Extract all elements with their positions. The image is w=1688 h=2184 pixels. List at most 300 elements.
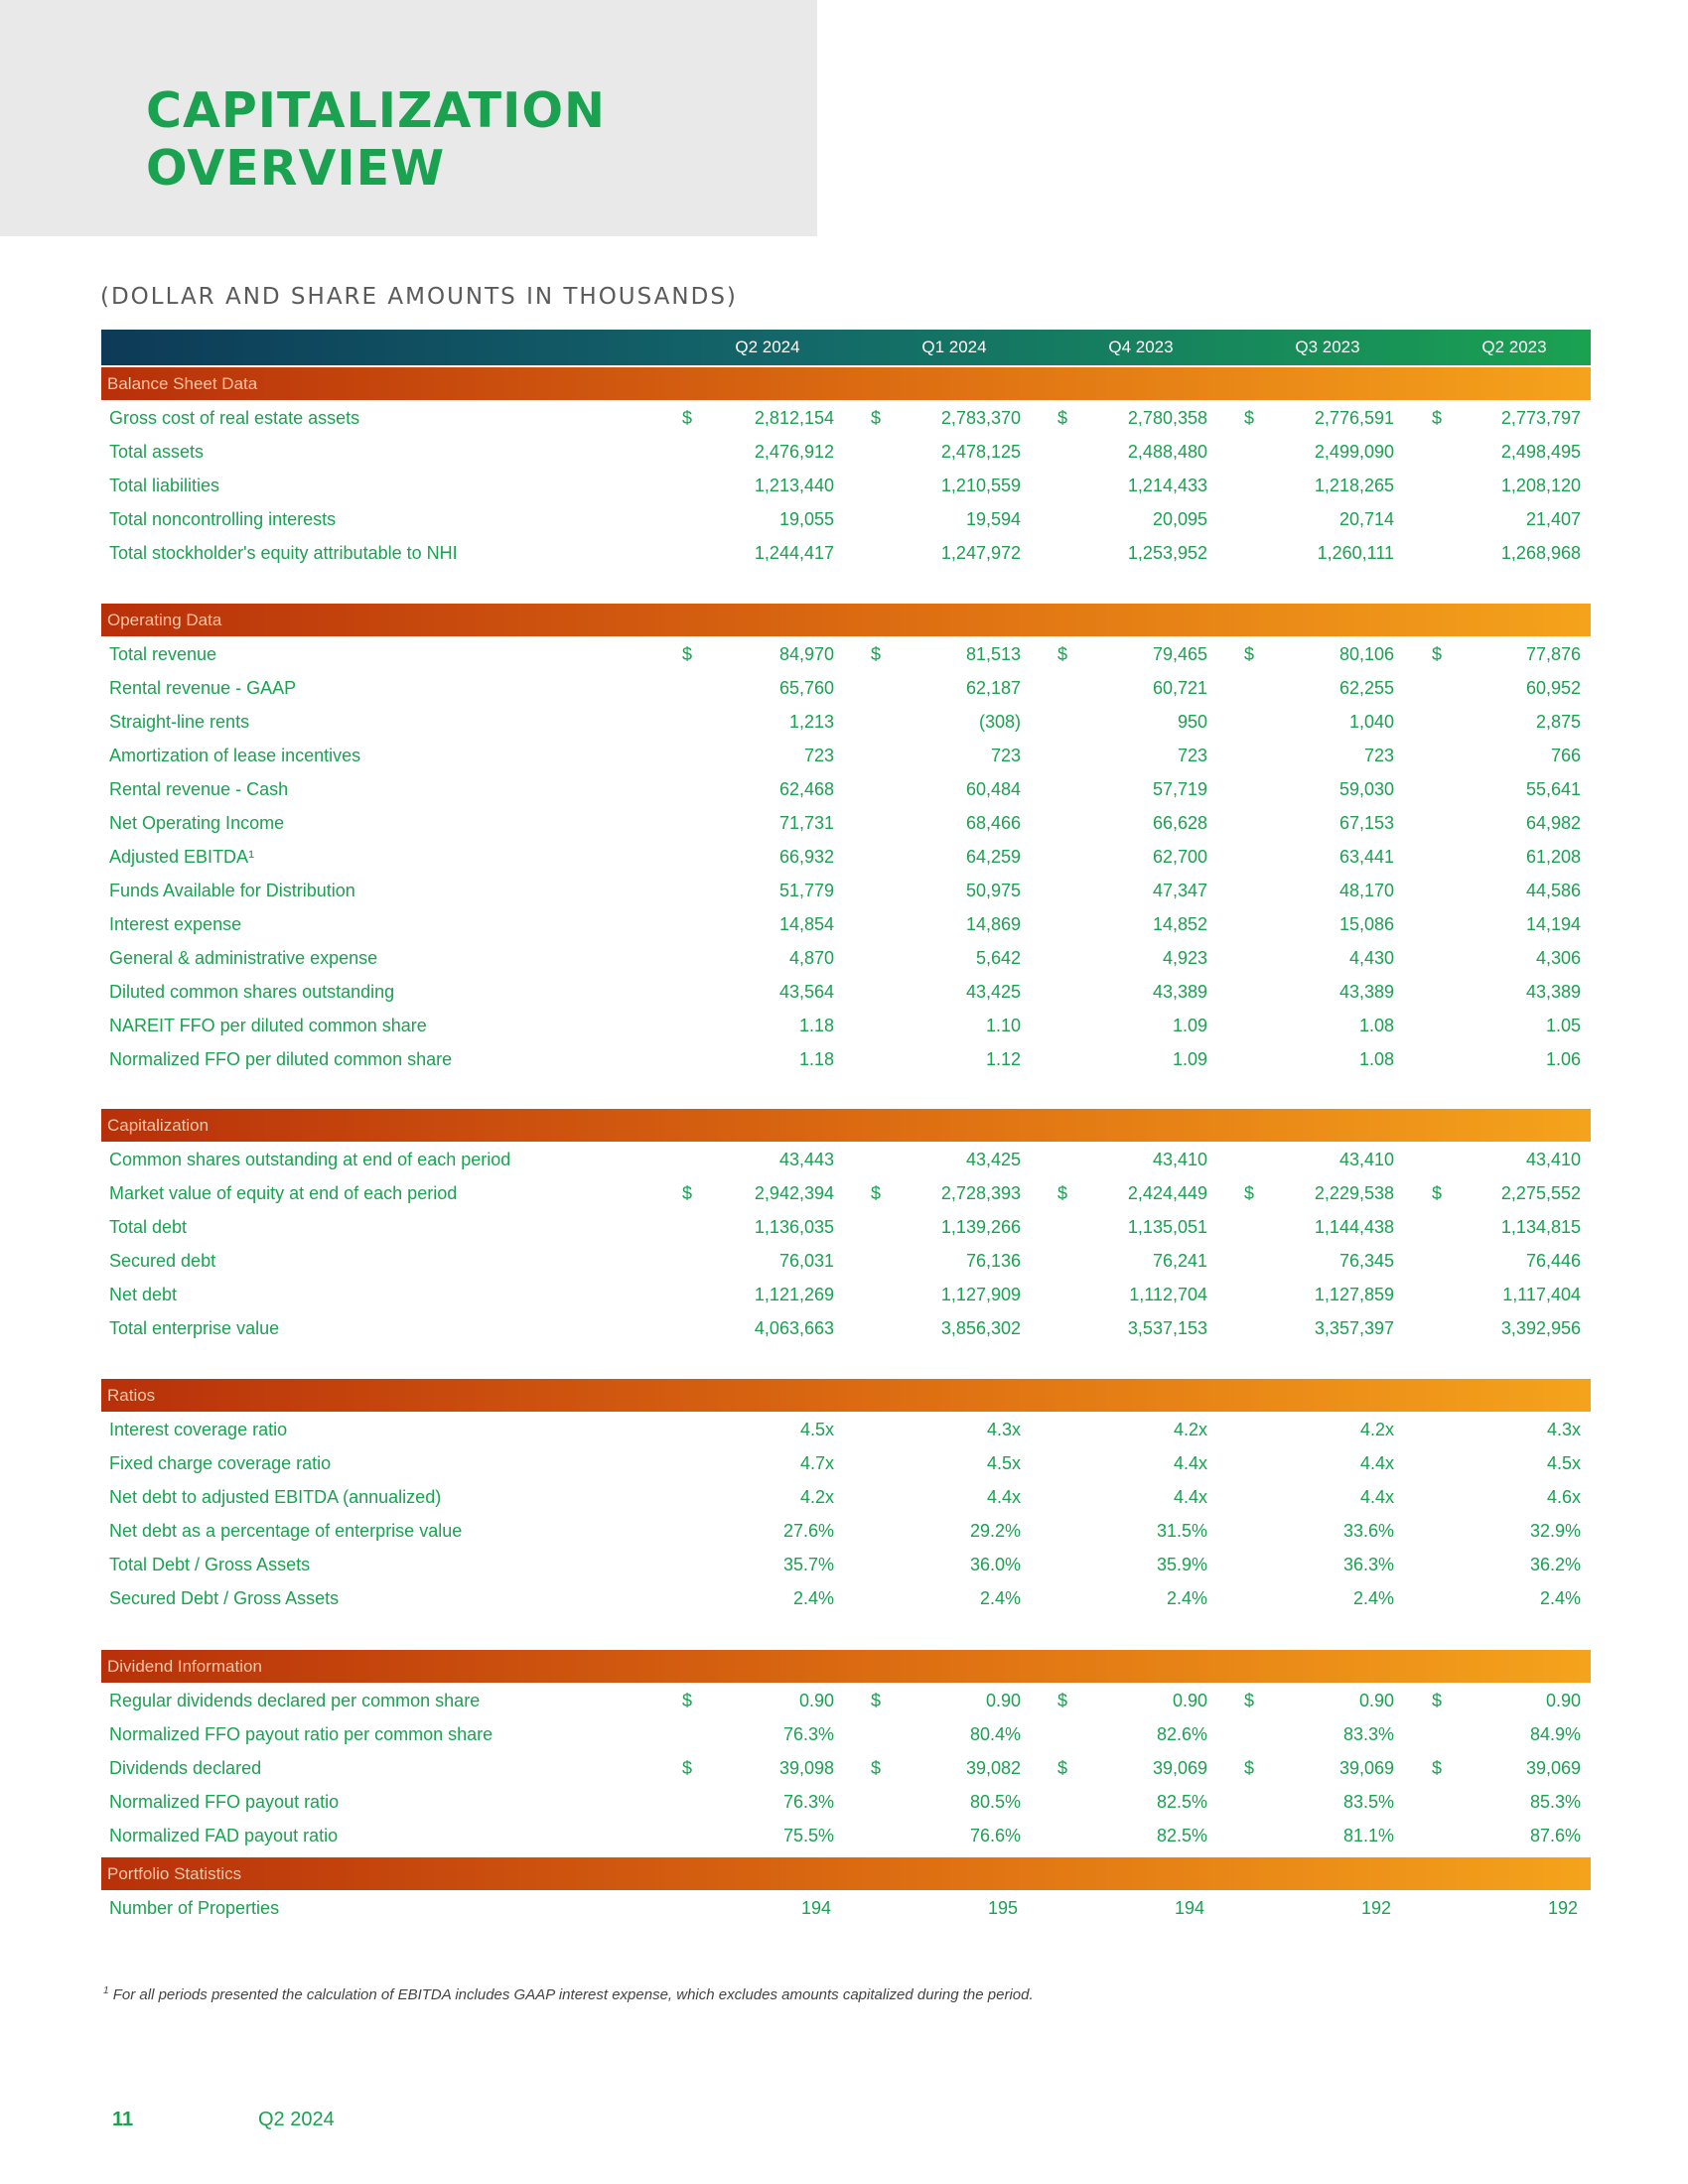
section-title: Operating Data xyxy=(107,611,222,629)
row-label: Rental revenue - Cash xyxy=(109,779,289,799)
table-cell: 1.10 xyxy=(985,1016,1021,1035)
table-cell: 60,952 xyxy=(1525,678,1581,698)
table-row xyxy=(101,806,1591,840)
table-cell: 0.90 xyxy=(798,1691,834,1710)
table-cell: 1.09 xyxy=(1172,1016,1207,1035)
table-cell: 50,975 xyxy=(965,881,1021,900)
table-cell: 1,213,440 xyxy=(754,476,834,495)
table-row xyxy=(101,907,1591,941)
table-cell: 80,106 xyxy=(1338,644,1394,664)
table-cell: 14,869 xyxy=(965,914,1021,934)
column-header-bar xyxy=(101,330,1591,365)
table-cell: 21,407 xyxy=(1525,509,1581,529)
table-cell: 82.5% xyxy=(1156,1826,1207,1845)
table-cell: 1.18 xyxy=(798,1049,834,1069)
table-cell: 1.08 xyxy=(1358,1016,1394,1035)
table-cell: 194 xyxy=(800,1898,832,1918)
dollar-sign: $ xyxy=(871,408,882,428)
table-cell: 39,082 xyxy=(965,1758,1021,1778)
table-cell: 66,932 xyxy=(778,847,834,867)
table-cell: 76.3% xyxy=(782,1724,834,1744)
table-cell: 4.2x xyxy=(1359,1420,1394,1439)
table-cell: 723 xyxy=(803,746,834,765)
table-cell: 20,095 xyxy=(1152,509,1207,529)
table-cell: 84,970 xyxy=(778,644,834,664)
table-cell: 20,714 xyxy=(1338,509,1394,529)
dollar-sign: $ xyxy=(1057,644,1068,664)
table-cell: 14,854 xyxy=(778,914,834,934)
table-cell: 1,218,265 xyxy=(1314,476,1394,495)
table-row xyxy=(101,840,1591,874)
row-label: General & administrative expense xyxy=(109,948,378,968)
table-cell: 1,244,417 xyxy=(754,543,834,563)
table-row xyxy=(101,1684,1591,1717)
row-label: Secured debt xyxy=(109,1251,216,1271)
table-row xyxy=(101,1009,1591,1042)
table-row xyxy=(101,1210,1591,1244)
section-title: Ratios xyxy=(107,1386,156,1405)
row-label: Net debt as a percentage of enterprise value xyxy=(109,1521,463,1541)
table-cell: 3,856,302 xyxy=(940,1318,1021,1338)
table-cell: 1,144,438 xyxy=(1314,1217,1394,1237)
table-cell: 1,134,815 xyxy=(1500,1217,1581,1237)
table-cell: 2,275,552 xyxy=(1500,1183,1581,1203)
table-row xyxy=(101,1891,1591,1925)
table-cell: 76.3% xyxy=(782,1792,834,1812)
table-row xyxy=(101,1819,1591,1852)
table-cell: 2,780,358 xyxy=(1127,408,1207,428)
table-cell: 723 xyxy=(990,746,1021,765)
table-cell: 4.4x xyxy=(1359,1453,1394,1473)
table-cell: 4,430 xyxy=(1348,948,1394,968)
dollar-sign: $ xyxy=(1244,1183,1255,1203)
table-row xyxy=(101,536,1591,570)
table-cell: 14,852 xyxy=(1152,914,1207,934)
table-cell: 1,210,559 xyxy=(940,476,1021,495)
dollar-sign: $ xyxy=(871,644,882,664)
table-cell: 2,812,154 xyxy=(754,408,834,428)
table-cell: 1,117,404 xyxy=(1502,1285,1581,1304)
table-cell: 4.4x xyxy=(1359,1487,1394,1507)
dollar-sign: $ xyxy=(1432,1758,1443,1778)
table-cell: 68,466 xyxy=(965,813,1021,833)
table-cell: 192 xyxy=(1547,1898,1579,1918)
table-row xyxy=(101,975,1591,1009)
table-row xyxy=(101,1751,1591,1785)
dollar-sign: $ xyxy=(1057,1183,1068,1203)
table-cell: 57,719 xyxy=(1152,779,1207,799)
table-cell: 44,586 xyxy=(1525,881,1581,900)
row-label: Adjusted EBITDA¹ xyxy=(109,847,255,867)
table-cell: (308) xyxy=(978,712,1021,732)
title-panel xyxy=(0,0,817,236)
dollar-sign: $ xyxy=(1244,408,1255,428)
footnote-text: For all periods presented the calculation of EBITDA includes GAAP interest expense, which excludes amounts capitalized during the period. xyxy=(112,1986,1034,2003)
table-cell: 723 xyxy=(1363,746,1394,765)
table-row xyxy=(101,1042,1591,1076)
row-label: Normalized FFO payout ratio per common share xyxy=(109,1724,493,1744)
table-cell: 2.4% xyxy=(979,1588,1021,1608)
dollar-sign: $ xyxy=(1057,1758,1068,1778)
table-row xyxy=(101,1717,1591,1751)
table-cell: 62,700 xyxy=(1152,847,1207,867)
row-label: Gross cost of real estate assets xyxy=(109,408,360,428)
table-cell: 60,721 xyxy=(1152,678,1207,698)
table-cell: 4,063,663 xyxy=(754,1318,834,1338)
table-cell: 32.9% xyxy=(1529,1521,1581,1541)
table-row xyxy=(101,401,1591,435)
table-cell: 35.7% xyxy=(782,1555,834,1574)
table-cell: 1,253,952 xyxy=(1127,543,1207,563)
table-cell: 43,410 xyxy=(1525,1150,1581,1169)
table-cell: 71,731 xyxy=(778,813,834,833)
table-cell: 79,465 xyxy=(1152,644,1207,664)
table-cell: 1,112,704 xyxy=(1129,1285,1207,1304)
footer-period: Q2 2024 xyxy=(258,2109,335,2130)
table-cell: 64,982 xyxy=(1525,813,1581,833)
table-cell: 62,187 xyxy=(965,678,1021,698)
table-cell: 36.2% xyxy=(1529,1555,1581,1574)
section-header xyxy=(101,604,1591,636)
table-cell: 81,513 xyxy=(965,644,1021,664)
table-cell: 4.2x xyxy=(799,1487,834,1507)
table-cell: 87.6% xyxy=(1529,1826,1581,1845)
row-label: Diluted common shares outstanding xyxy=(109,982,395,1002)
table-cell: 39,069 xyxy=(1525,1758,1581,1778)
section-header xyxy=(101,1109,1591,1142)
table-cell: 1.09 xyxy=(1172,1049,1207,1069)
row-label: Total liabilities xyxy=(109,476,220,495)
table-cell: 19,594 xyxy=(965,509,1021,529)
table-cell: 76.6% xyxy=(969,1826,1021,1845)
table-cell: 2,875 xyxy=(1535,712,1581,732)
table-cell: 2,478,125 xyxy=(940,442,1021,462)
table-cell: 0.90 xyxy=(1545,1691,1581,1710)
table-cell: 2,488,480 xyxy=(1127,442,1207,462)
row-label: Total revenue xyxy=(109,644,217,664)
table-cell: 2,776,591 xyxy=(1314,408,1394,428)
table-cell: 192 xyxy=(1360,1898,1392,1918)
table-row xyxy=(101,1176,1591,1210)
table-row xyxy=(101,1446,1591,1480)
dollar-sign: $ xyxy=(682,408,693,428)
row-label: Normalized FFO per diluted common share xyxy=(109,1049,453,1069)
table-cell: 0.90 xyxy=(1172,1691,1207,1710)
table-cell: 1,208,120 xyxy=(1500,476,1581,495)
row-label: NAREIT FFO per diluted common share xyxy=(109,1016,427,1035)
table-cell: 4,870 xyxy=(788,948,834,968)
table-cell: 2.4% xyxy=(1352,1588,1394,1608)
table-row xyxy=(101,705,1591,739)
table-row xyxy=(101,1785,1591,1819)
table-cell: 1,214,433 xyxy=(1127,476,1207,495)
dollar-sign: $ xyxy=(871,1758,882,1778)
dollar-sign: $ xyxy=(1244,1691,1255,1710)
section-title: Portfolio Statistics xyxy=(107,1864,242,1883)
table-row xyxy=(101,772,1591,806)
table-cell: 1,268,968 xyxy=(1500,543,1581,563)
row-label: Number of Properties xyxy=(109,1898,280,1918)
dollar-sign: $ xyxy=(682,644,693,664)
table-cell: 83.5% xyxy=(1342,1792,1394,1812)
row-label: Net Operating Income xyxy=(109,813,285,833)
row-label: Normalized FAD payout ratio xyxy=(109,1826,339,1845)
row-label: Total enterprise value xyxy=(109,1318,280,1338)
table-cell: 1,139,266 xyxy=(940,1217,1021,1237)
table-row xyxy=(101,874,1591,907)
table-cell: 39,069 xyxy=(1152,1758,1207,1778)
table-cell: 80.4% xyxy=(969,1724,1021,1744)
table-cell: 1,127,909 xyxy=(940,1285,1021,1304)
table-cell: 80.5% xyxy=(969,1792,1021,1812)
table-cell: 19,055 xyxy=(778,509,834,529)
table-cell: 85.3% xyxy=(1529,1792,1581,1812)
table-cell: 35.9% xyxy=(1156,1555,1207,1574)
page-title-line-2: OVERVIEW xyxy=(146,140,446,197)
row-label: Rental revenue - GAAP xyxy=(109,678,297,698)
table-cell: 43,389 xyxy=(1338,982,1394,1002)
table-row xyxy=(101,1581,1591,1615)
table-row xyxy=(101,1514,1591,1548)
table-cell: 4.4x xyxy=(986,1487,1021,1507)
table-row xyxy=(101,1244,1591,1278)
table-cell: 43,410 xyxy=(1338,1150,1394,1169)
table-cell: 1,260,111 xyxy=(1317,543,1394,563)
table-cell: 950 xyxy=(1177,712,1207,732)
table-cell: 2.4% xyxy=(1539,1588,1581,1608)
table-cell: 3,392,956 xyxy=(1500,1318,1581,1338)
table-cell: 723 xyxy=(1177,746,1207,765)
table-cell: 36.3% xyxy=(1342,1555,1394,1574)
dollar-sign: $ xyxy=(1432,408,1443,428)
table-cell: 4.4x xyxy=(1173,1453,1207,1473)
row-label: Straight-line rents xyxy=(109,712,250,732)
table-cell: 4.2x xyxy=(1173,1420,1207,1439)
table-cell: 2,783,370 xyxy=(940,408,1021,428)
table-cell: 43,564 xyxy=(778,982,834,1002)
row-label: Normalized FFO payout ratio xyxy=(109,1792,340,1812)
table-cell: 2.4% xyxy=(792,1588,834,1608)
table-cell: 2,476,912 xyxy=(754,442,834,462)
table-cell: 2,773,797 xyxy=(1500,408,1581,428)
table-cell: 1.18 xyxy=(798,1016,834,1035)
table-cell: 2,499,090 xyxy=(1314,442,1394,462)
table-cell: 81.1% xyxy=(1342,1826,1394,1845)
table-cell: 4.7x xyxy=(799,1453,834,1473)
table-cell: 66,628 xyxy=(1152,813,1207,833)
table-cell: 76,241 xyxy=(1152,1251,1207,1271)
table-cell: 1,040 xyxy=(1348,712,1394,732)
table-cell: 55,641 xyxy=(1525,779,1581,799)
table-cell: 43,389 xyxy=(1525,982,1581,1002)
table-row xyxy=(101,1480,1591,1514)
table-cell: 64,259 xyxy=(965,847,1021,867)
footnote xyxy=(103,1985,1034,2003)
table-cell: 1.08 xyxy=(1358,1049,1394,1069)
table-cell: 43,425 xyxy=(965,982,1021,1002)
table-cell: 4.3x xyxy=(1546,1420,1581,1439)
table-cell: 5,642 xyxy=(975,948,1021,968)
table-cell: 1.06 xyxy=(1545,1049,1581,1069)
column-header: Q2 2024 xyxy=(735,338,800,356)
table-cell: 76,031 xyxy=(778,1251,834,1271)
page-number: 11 xyxy=(112,2109,134,2130)
table-cell: 65,760 xyxy=(778,678,834,698)
row-label: Interest expense xyxy=(109,914,242,934)
table-row xyxy=(101,941,1591,975)
dollar-sign: $ xyxy=(1244,1758,1255,1778)
table-cell: 1,213 xyxy=(788,712,834,732)
dollar-sign: $ xyxy=(682,1183,693,1203)
table-cell: 2,229,538 xyxy=(1314,1183,1394,1203)
table-cell: 0.90 xyxy=(985,1691,1021,1710)
table-cell: 84.9% xyxy=(1529,1724,1581,1744)
table-cell: 51,779 xyxy=(778,881,834,900)
table-cell: 1,127,859 xyxy=(1314,1285,1394,1304)
table-row xyxy=(101,1143,1591,1176)
row-label: Fixed charge coverage ratio xyxy=(109,1453,332,1473)
section-header xyxy=(101,1379,1591,1412)
row-label: Amortization of lease incentives xyxy=(109,746,361,765)
table-cell: 14,194 xyxy=(1525,914,1581,934)
section-title: Balance Sheet Data xyxy=(107,374,258,393)
row-label: Total debt xyxy=(109,1217,188,1237)
table-cell: 61,208 xyxy=(1525,847,1581,867)
column-header: Q2 2023 xyxy=(1481,338,1547,356)
table-cell: 76,136 xyxy=(965,1251,1021,1271)
table-cell: 1.12 xyxy=(985,1049,1021,1069)
table-cell: 1,247,972 xyxy=(940,543,1021,563)
dollar-sign: $ xyxy=(1057,408,1068,428)
column-header: Q3 2023 xyxy=(1295,338,1360,356)
units-subtitle: (DOLLAR AND SHARE AMOUNTS IN THOUSANDS) xyxy=(100,284,738,310)
table-cell: 43,425 xyxy=(965,1150,1021,1169)
section-header xyxy=(101,367,1591,400)
footnote-mark: 1 xyxy=(103,1985,109,1996)
table-cell: 4.5x xyxy=(799,1420,834,1439)
table-cell: 77,876 xyxy=(1525,644,1581,664)
row-label: Total assets xyxy=(109,442,205,462)
table-row xyxy=(101,502,1591,536)
table-cell: 195 xyxy=(987,1898,1019,1918)
table-cell: 4,306 xyxy=(1535,948,1581,968)
table-row xyxy=(101,435,1591,469)
table-cell: 29.2% xyxy=(969,1521,1021,1541)
table-cell: 43,443 xyxy=(778,1150,834,1169)
table-cell: 33.6% xyxy=(1342,1521,1394,1541)
dollar-sign: $ xyxy=(871,1183,882,1203)
page-title-line-1: CAPITALIZATION xyxy=(146,82,606,139)
table-row xyxy=(101,739,1591,772)
section-header xyxy=(101,1857,1591,1890)
table-cell: 39,069 xyxy=(1338,1758,1394,1778)
table-row xyxy=(101,1311,1591,1345)
table-cell: 766 xyxy=(1550,746,1581,765)
dollar-sign: $ xyxy=(1432,1691,1443,1710)
dollar-sign: $ xyxy=(682,1691,693,1710)
table-cell: 82.6% xyxy=(1156,1724,1207,1744)
table-cell: 4.4x xyxy=(1173,1487,1207,1507)
table-cell: 3,357,397 xyxy=(1314,1318,1394,1338)
row-label: Market value of equity at end of each period xyxy=(109,1183,458,1203)
table-cell: 4.6x xyxy=(1546,1487,1581,1507)
table-cell: 60,484 xyxy=(965,779,1021,799)
table-cell: 76,345 xyxy=(1338,1251,1394,1271)
table-cell: 82.5% xyxy=(1156,1792,1207,1812)
table-row xyxy=(101,469,1591,502)
row-label: Total stockholder's equity attributable to NHI xyxy=(109,543,458,563)
table-cell: 39,098 xyxy=(778,1758,834,1778)
table-cell: 2,498,495 xyxy=(1500,442,1581,462)
table-row xyxy=(101,1413,1591,1446)
table-cell: 4.3x xyxy=(986,1420,1021,1439)
table-row xyxy=(101,637,1591,671)
dollar-sign: $ xyxy=(1432,1183,1443,1203)
table-cell: 76,446 xyxy=(1525,1251,1581,1271)
table-cell: 48,170 xyxy=(1338,881,1394,900)
table-cell: 75.5% xyxy=(782,1826,834,1845)
table-cell: 4,923 xyxy=(1162,948,1207,968)
dollar-sign: $ xyxy=(871,1691,882,1710)
table-cell: 31.5% xyxy=(1156,1521,1207,1541)
column-header: Q1 2024 xyxy=(921,338,987,356)
table-row xyxy=(101,671,1591,705)
table-cell: 15,086 xyxy=(1338,914,1394,934)
table-cell: 47,347 xyxy=(1152,881,1207,900)
row-label: Interest coverage ratio xyxy=(109,1420,288,1439)
table-cell: 0.90 xyxy=(1358,1691,1394,1710)
table-cell: 2,728,393 xyxy=(940,1183,1021,1203)
row-label: Net debt to adjusted EBITDA (annualized) xyxy=(109,1487,442,1507)
row-label: Regular dividends declared per common share xyxy=(109,1691,481,1710)
table-cell: 62,468 xyxy=(778,779,834,799)
table-cell: 4.5x xyxy=(1546,1453,1581,1473)
dollar-sign: $ xyxy=(1057,1691,1068,1710)
table-cell: 1,136,035 xyxy=(754,1217,834,1237)
section-title: Capitalization xyxy=(107,1116,210,1135)
table-cell: 83.3% xyxy=(1342,1724,1394,1744)
section-header xyxy=(101,1650,1591,1683)
table-cell: 67,153 xyxy=(1338,813,1394,833)
row-label: Funds Available for Distribution xyxy=(109,881,355,900)
table-cell: 3,537,153 xyxy=(1127,1318,1207,1338)
row-label: Total noncontrolling interests xyxy=(109,509,337,529)
table-cell: 59,030 xyxy=(1338,779,1394,799)
dollar-sign: $ xyxy=(1432,644,1443,664)
row-label: Common shares outstanding at end of each period xyxy=(109,1150,511,1169)
table-cell: 1.05 xyxy=(1545,1016,1581,1035)
table-row xyxy=(101,1548,1591,1581)
table-cell: 43,389 xyxy=(1152,982,1207,1002)
table-cell: 43,410 xyxy=(1152,1150,1207,1169)
row-label: Dividends declared xyxy=(109,1758,262,1778)
table-cell: 36.0% xyxy=(969,1555,1021,1574)
table-cell: 194 xyxy=(1174,1898,1205,1918)
row-label: Secured Debt / Gross Assets xyxy=(109,1588,340,1608)
table-cell: 62,255 xyxy=(1338,678,1394,698)
table-cell: 27.6% xyxy=(782,1521,834,1541)
row-label: Total Debt / Gross Assets xyxy=(109,1555,311,1574)
table-cell: 2.4% xyxy=(1166,1588,1207,1608)
table-cell: 1,121,269 xyxy=(754,1285,834,1304)
table-cell: 2,942,394 xyxy=(754,1183,834,1203)
table-cell: 63,441 xyxy=(1338,847,1394,867)
table-cell: 4.5x xyxy=(986,1453,1021,1473)
table-row xyxy=(101,1278,1591,1311)
table-cell: 1,135,051 xyxy=(1127,1217,1207,1237)
row-label: Net debt xyxy=(109,1285,178,1304)
dollar-sign: $ xyxy=(1244,644,1255,664)
